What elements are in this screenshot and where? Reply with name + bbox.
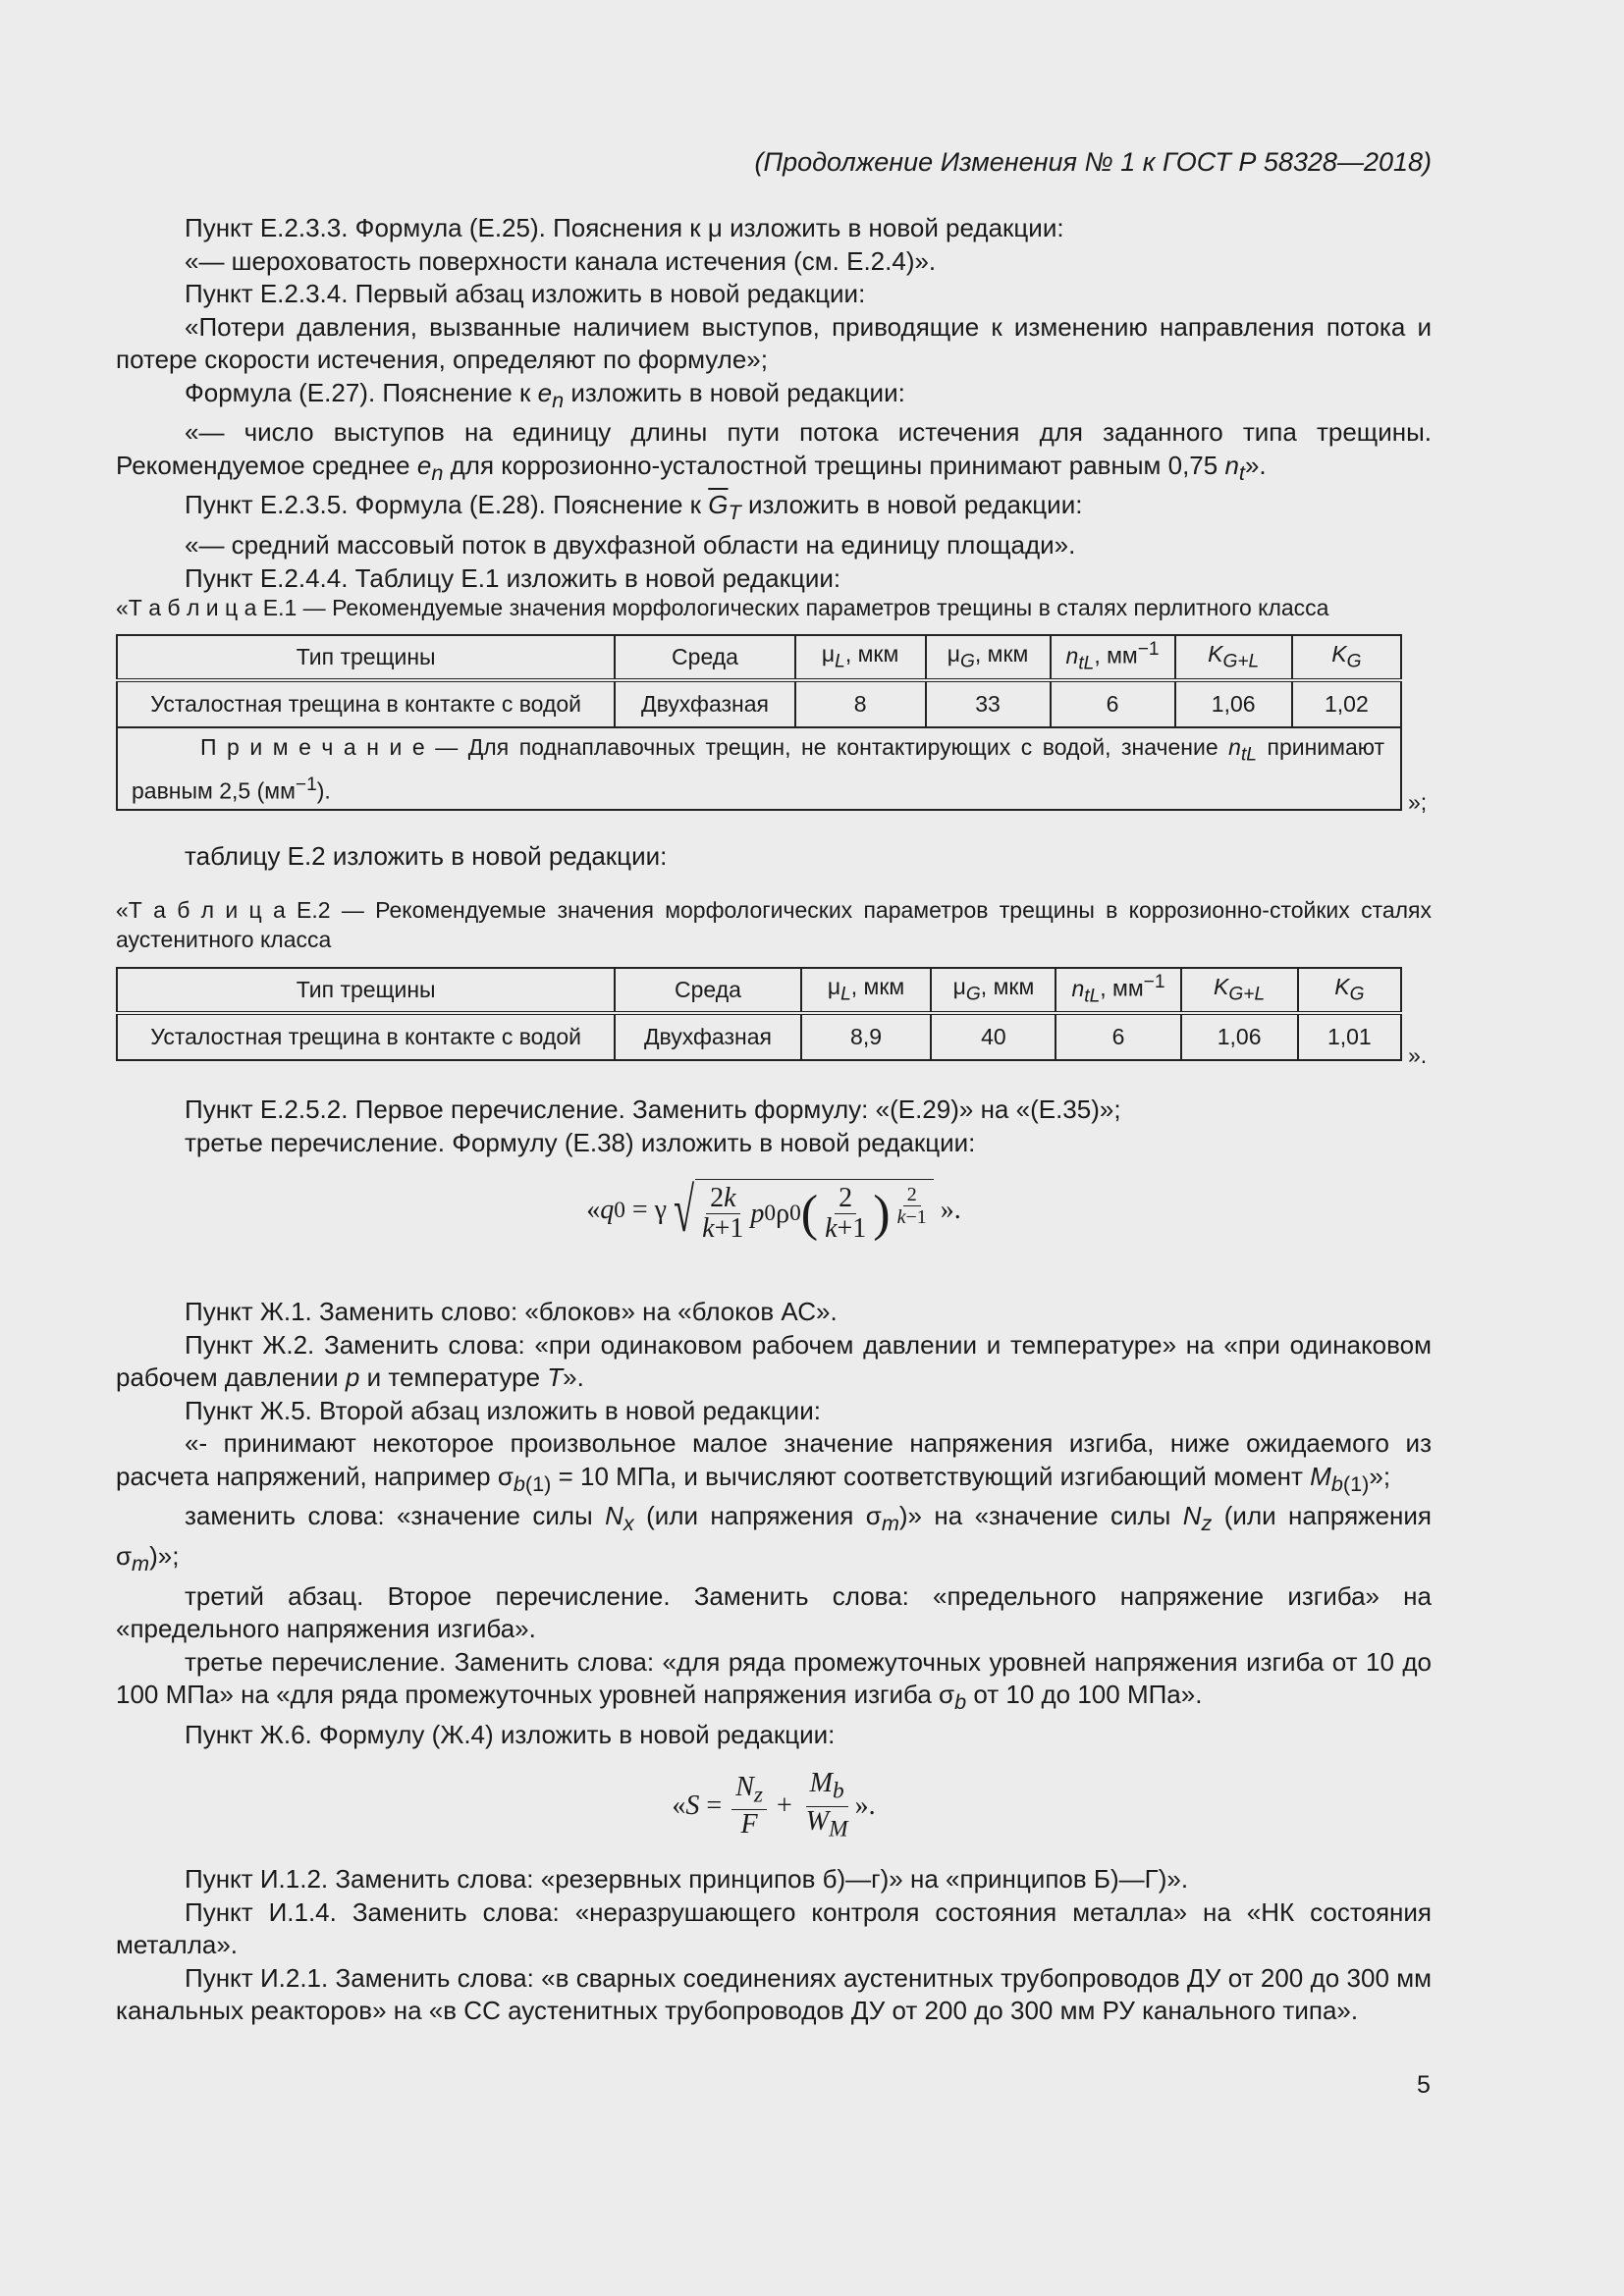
quote-close: »;	[1408, 789, 1428, 815]
table-cell: Двухфазная	[615, 680, 794, 727]
table-caption: «Т а б л и ц а Е.1 — Рекомендуемые значения морфологических параметров трещины в сталях перлитного класса	[116, 595, 1329, 620]
paragraph: Пункт Е.2.3.4. Первый абзац изложить в новой редакции:	[185, 279, 866, 308]
paragraph: Пункт И.2.1. Заменить слова: «в сварных соединениях аустенитных трубопроводов ДУ от 200 до 300 мм канальных реакторов» на «в СС аустенитных трубопроводов ДУ от 200 до 300 мм РУ канального типа».	[116, 1962, 1432, 2025]
table-header: $\mu_L$, мкм	[801, 968, 932, 1013]
table-header: $\mu_G$, мкм	[931, 968, 1056, 1013]
paragraph: Пункт Е.2.3.5. Формула (Е.28). Пояснение к $\overline{G}_T$ изложить в новой редакции:	[185, 490, 1083, 525]
table-cell: 6	[1051, 680, 1175, 727]
table-header: $K_G$	[1292, 635, 1401, 680]
table-caption: «Т а б л и ц а Е.2 — Рекомендуемые значения морфологических параметров трещины в коррозионно-стойких сталях аустенитного класса	[116, 897, 1433, 952]
table-cell: Усталостная трещина в контакте с водой	[117, 1013, 615, 1060]
table-header: $\mu_L$, мкм	[795, 635, 926, 680]
paragraph: третье перечисление. Формулу (Е.38) изложить в новой редакции:	[185, 1127, 976, 1157]
table-note: П р и м е ч а н и е — Для поднаплавочных трещин, не контактирующих с водой, значение $n_{tL}$ принимают равным 2,5 $(мм^{-1})$.	[117, 727, 1401, 810]
table-cell: 8,9	[801, 1013, 932, 1060]
table-header: $n_{tL}$, $мм^{-1}$	[1051, 635, 1175, 680]
paragraph: «— шероховатость поверхности канала истечения (см. Е.2.4)».	[185, 245, 937, 276]
table-e2	[116, 967, 1402, 1061]
table-cell: 1,06	[1175, 680, 1292, 727]
formula-e38: « q 0 = γ √ $\frac{2k}{k+1}$ p 0 ρ 0 ( $\frac{2}{k+1}$ ) $\frac{2}{k-1}$ ».	[586, 1175, 961, 1245]
paragraph: «- принимают некоторое произвольное малое значение напряжения изгиба, ниже ожидаемого из расчета напряжений, например $\sigma_{b(1)} = 10$ МПа, и вычисляют соответствующий изгибающий момент $M_{b(1)}$»;	[116, 1428, 1432, 1496]
paragraph: Пункт И.1.2. Заменить слова: «резервных принципов б)—г)» на «принципов Б)—Г)».	[185, 1864, 1189, 1894]
paragraph: третий абзац. Второе перечисление. Заменить слова: «предельного напряжение изгиба» на «предельного напряжения изгиба».	[116, 1580, 1432, 1644]
paragraph: Пункт Ж.5. Второй абзац изложить в новой редакции:	[185, 1395, 821, 1425]
table-header: $K_G$	[1298, 968, 1401, 1013]
table-cell: 40	[931, 1013, 1056, 1060]
paragraph: Формула (Е.27). Пояснение к $e_n$ изложить в новой редакции:	[185, 377, 905, 412]
table-cell: 1,02	[1292, 680, 1401, 727]
table-header: Среда	[615, 635, 794, 680]
paragraph: Пункт Е.2.3.3. Формула (Е.25). Пояснения к μ изложить в новой редакции:	[185, 213, 1064, 242]
table-cell: 1,01	[1298, 1013, 1401, 1060]
table-header: $n_{tL}$, $мм^{-1}$	[1056, 968, 1180, 1013]
paragraph: Пункт И.1.4. Заменить слова: «неразрушающего контроля состояния металла» на «НК состояния металла».	[116, 1896, 1432, 1959]
table-header: Тип трещины	[117, 635, 615, 680]
paragraph: Пункт Е.2.4.4. Таблицу Е.1 изложить в новой редакции:	[185, 562, 841, 593]
paragraph: «Потери давления, вызванные наличием выступов, приводящие к изменению направления потока и потере скорости истечения, определяют по формуле»;	[116, 311, 1432, 374]
quote-close: ».	[1408, 1042, 1428, 1068]
paragraph: «— средний массовый поток в двухфазной области на единицу площади».	[185, 530, 1076, 561]
page-number: 5	[1417, 2071, 1431, 2099]
paragraph: третье перечисление. Заменить слова: «для ряда промежуточных уровней напряжения изгиба от 10 до 100 МПа» на «для ряда промежуточных уровней напряжения изгиба $\sigma_b$ от 10 до 100 МПа».	[116, 1646, 1432, 1715]
table-cell: 1,06	[1181, 1013, 1298, 1060]
paragraph: «— число выступов на единицу длины пути потока истечения для заданного типа трещины. Рекомендуемое среднее $e_n$ для коррозионно-усталостной трещины принимают равным 0,75 $n_t$».	[116, 417, 1432, 485]
paragraph: заменить слова: «значение силы $N_x$ (или напряжения $\sigma_m$)» на «значение силы $N_z$ (или напряжения $\sigma_m$)»;	[116, 1501, 1432, 1576]
table-header: Тип трещины	[117, 968, 615, 1013]
document-header: (Продолжение Изменения № 1 к ГОСТ Р 58328—2018)	[754, 147, 1432, 177]
paragraph: Пункт Ж.2. Заменить слова: «при одинаковом рабочем давлении и температуре» на «при одинаковом рабочем давлении p и температуре T».	[116, 1329, 1432, 1392]
table-cell: 8	[795, 680, 926, 727]
paragraph: Пункт Ж.1. Заменить слово: «блоков» на «блоков АС».	[185, 1297, 838, 1326]
table-cell: Двухфазная	[615, 1013, 800, 1060]
table-cell: 33	[926, 680, 1051, 727]
paragraph: Пункт Ж.6. Формулу (Ж.4) изложить в новой редакции:	[185, 1719, 836, 1749]
table-header: $K_{G+L}$	[1175, 635, 1292, 680]
formula-zh4: « S = $\frac{N_z}{F}$ + $\frac{M_b}{W_M}$ ».	[672, 1768, 876, 1842]
table-header: Среда	[615, 968, 800, 1013]
table-e1	[116, 634, 1402, 811]
table-cell: Усталостная трещина в контакте с водой	[117, 680, 615, 727]
paragraph: Пункт Е.2.5.2. Первое перечисление. Заменить формулу: «(Е.29)» на «(Е.35)»;	[185, 1095, 1121, 1124]
table-header: $\mu_G$, мкм	[926, 635, 1051, 680]
table-cell: 6	[1056, 1013, 1180, 1060]
paragraph: таблицу Е.2 изложить в новой редакции:	[185, 841, 668, 871]
table-header: $K_{G+L}$	[1181, 968, 1298, 1013]
